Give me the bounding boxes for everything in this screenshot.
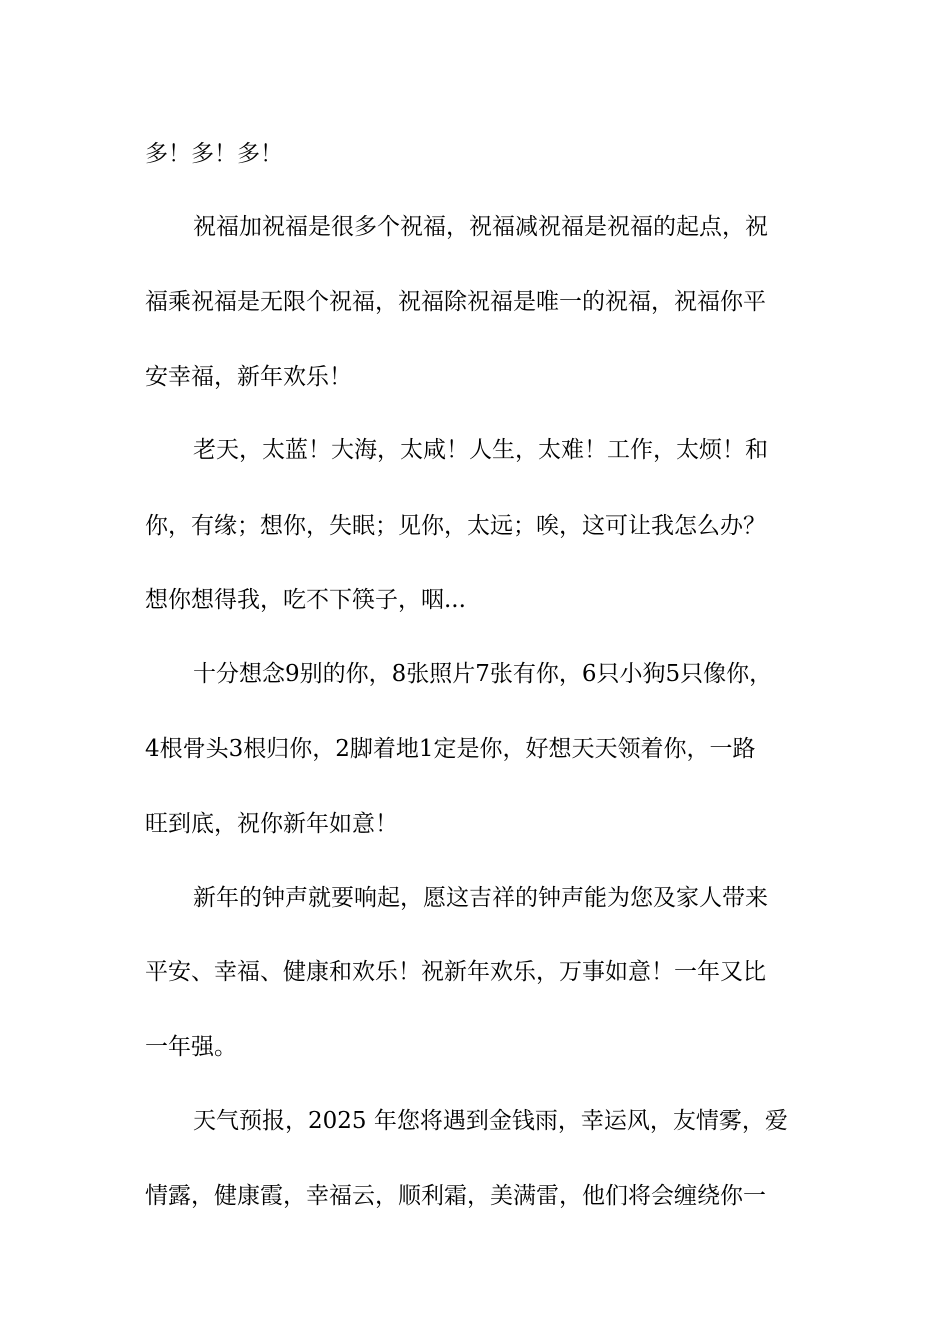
text-line: 一年强。 xyxy=(145,1034,237,1060)
text-line: 旺到底，祝你新年如意！ xyxy=(145,811,398,837)
paragraph-line: 新年的钟声就要响起，愿这吉祥的钟声能为您及家人带来 xyxy=(193,885,768,911)
paragraph-line: 十分想念9别的你，8张照片7张有你，6只小狗5只像你， xyxy=(193,661,773,687)
paragraph-line: 天气预报，2025 年您将遇到金钱雨，幸运风，友情雾，爱 xyxy=(193,1108,788,1134)
text-line: 4根骨头3根归你，2脚着地1定是你，好想天天领着你，一路 xyxy=(145,736,756,762)
text-line: 福乘祝福是无限个祝福，祝福除祝福是唯一的祝福，祝福你平 xyxy=(145,289,766,315)
text-line: 情露，健康霞，幸福云，顺利霜，美满雷，他们将会缠绕你一 xyxy=(145,1183,766,1209)
text-line: 安幸福，新年欢乐！ xyxy=(145,364,352,390)
text-line: 平安、幸福、健康和欢乐！祝新年欢乐，万事如意！一年又比 xyxy=(145,959,766,985)
text-line: 多！多！多！ xyxy=(145,141,283,167)
paragraph-line: 祝福加祝福是很多个祝福，祝福减祝福是祝福的起点，祝 xyxy=(193,214,768,240)
paragraph-line: 老天，太蓝！大海，太咸！人生，太难！工作，太烦！和 xyxy=(193,437,768,463)
text-line: 你，有缘；想你，失眠；见你，太远；唉，这可让我怎么办？ xyxy=(145,513,766,539)
text-line: 想你想得我，吃不下筷子，咽... xyxy=(145,587,466,613)
